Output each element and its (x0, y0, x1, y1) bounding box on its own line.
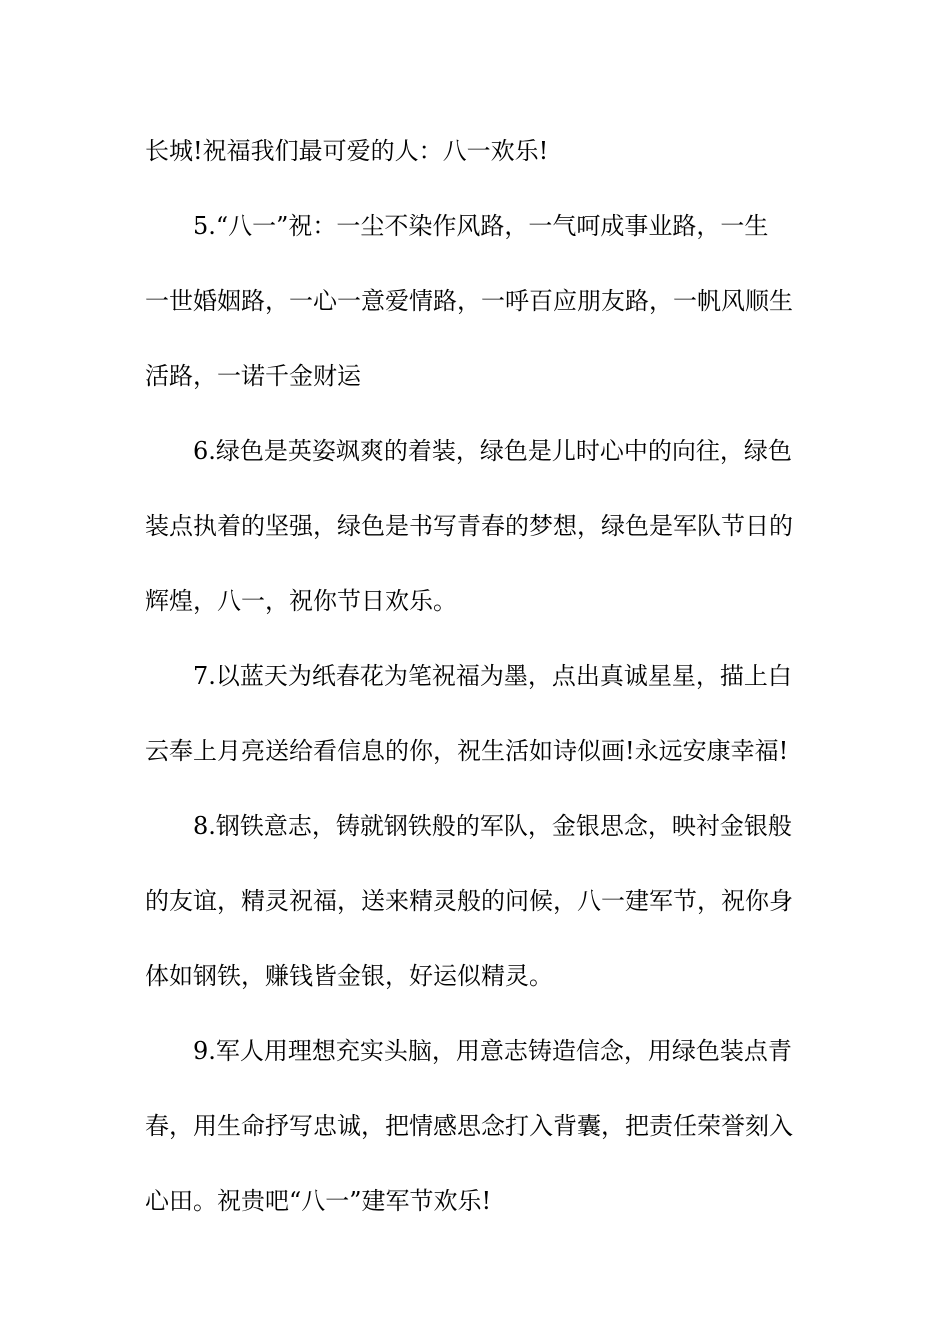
text-line-item-9: 9.军人用理想充实头脑，用意志铸造信念，用绿色装点青 (193, 1037, 792, 1065)
text-line: 一世婚姻路，一心一意爱情路，一呼百应朋友路，一帆风顺生 (145, 287, 793, 315)
text-line: 活路，一诺千金财运 (145, 362, 361, 390)
text-line: 云奉上月亮送给看信息的你，祝生活如诗似画!永远安康幸福! (145, 737, 789, 765)
text-line-item-7: 7.以蓝天为纸春花为笔祝福为墨，点出真诚星星，描上白 (193, 662, 792, 690)
text-line: 装点执着的坚强，绿色是书写青春的梦想，绿色是军队节日的 (145, 512, 793, 540)
text-line: 长城!祝福我们最可爱的人：八一欢乐! (145, 137, 549, 165)
text-line-item-8: 8.钢铁意志，铸就钢铁般的军队，金银思念，映衬金银般 (193, 812, 792, 840)
text-line-item-6: 6.绿色是英姿飒爽的着装，绿色是儿时心中的向往，绿色 (193, 437, 792, 465)
text-line: 心田。祝贵吧“八一”建军节欢乐! (145, 1187, 492, 1215)
text-line-item-5: 5.“八一”祝：一尘不染作风路，一气呵成事业路，一生 (193, 212, 769, 240)
text-line: 体如钢铁，赚钱皆金银，好运似精灵。 (145, 962, 553, 990)
text-line: 辉煌，八一，祝你节日欢乐。 (145, 587, 457, 615)
text-line: 春，用生命抒写忠诚，把情感思念打入背囊，把责任荣誉刻入 (145, 1112, 793, 1140)
text-line: 的友谊，精灵祝福，送来精灵般的问候，八一建军节，祝你身 (145, 887, 793, 915)
